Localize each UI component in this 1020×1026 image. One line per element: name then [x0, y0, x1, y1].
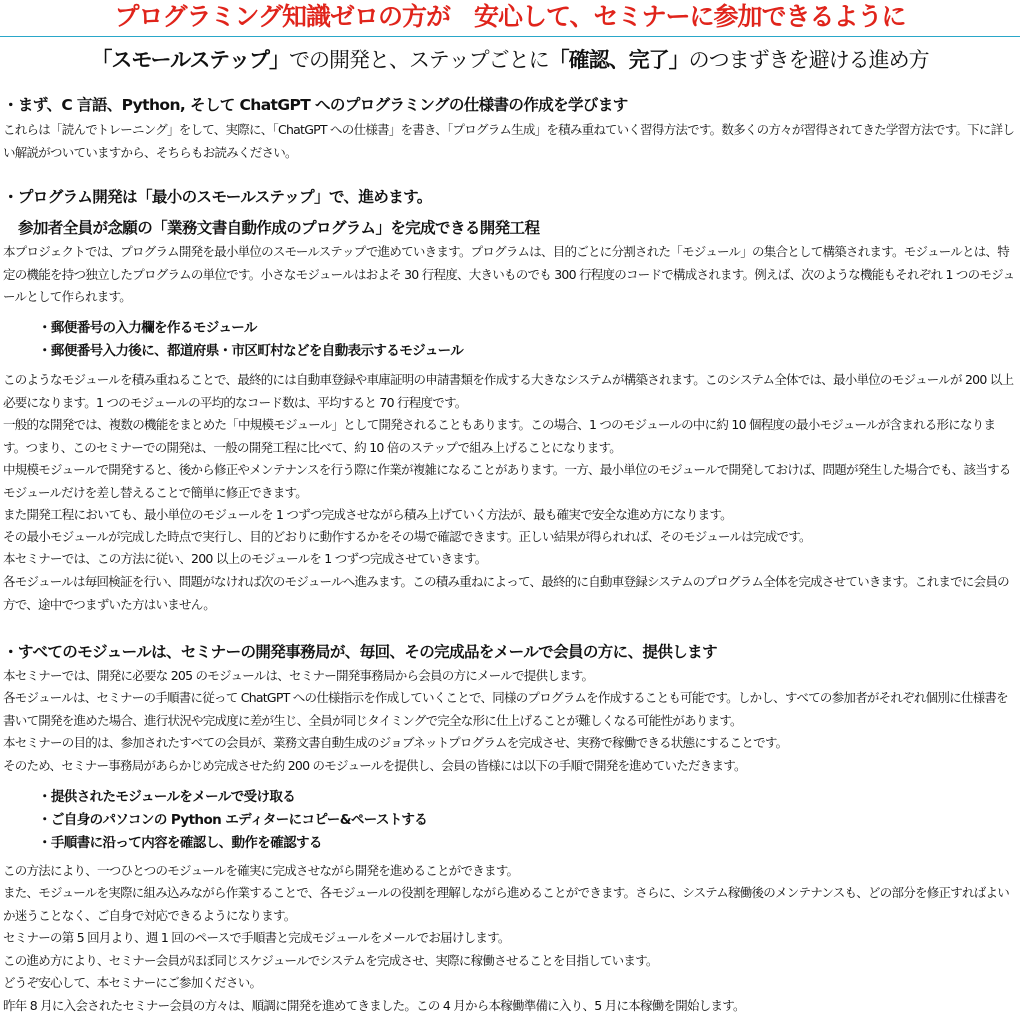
section1-paragraph: これらは「読んでトレーニング」をして、実際に、「ChatGPT への仕様書」を書き、「プログラム生成」を積み重ねていく習得方法です。数多くの方々が習得されてきた学習方法です。下に詳しい解説がついていますから、そちらもお読みください。	[3, 122, 1015, 160]
section2-heading-line1: ・プログラム開発は「最小のスモールステップ」で、進めます。	[3, 188, 432, 206]
section3-paragraph-4: そのため、セミナー事務局があらかじめ完成させた約 200 のモジュールを提供し、会員の皆様には以下の手順で開発を進めていただきます。	[3, 758, 746, 773]
section2-paragraph-8: 各モジュールは毎回検証を行い、問題がなければ次のモジュールへ進みます。この積み重ねによって、最終的に自動車登録システムのプログラム全体を完成させていきます。これまでに会員の方で、途中でつまずいた方はいません。	[3, 574, 1009, 612]
page-title: プログラミング知識ゼロの方が 安心して、セミナーに参加できるように	[114, 2, 906, 31]
section3-bullet-1: ・提供されたモジュールをメールで受け取る	[38, 789, 296, 805]
section2-paragraph-2: このようなモジュールを積み重ねることで、最終的には自動車登録や車庫証明の申請書類を作成する大きなシステムが構築されます。このシステム全体では、最小単位のモジュールが 200 以上必要になります。1 つのモジュールの平均的なコード数は、平均すると 70 行程度です。	[3, 372, 1014, 410]
page-subtitle	[0, 45, 1020, 75]
section3-paragraph-10: 昨年 8 月に入会されたセミナー会員の方々は、順調に開発を進めてきました。この 4 月から本稼働準備に入り、5 月に本稼働を開始します。	[3, 998, 745, 1013]
subtitle-text-2: のつまずきを避ける進め方	[688, 48, 929, 72]
section3-paragraph-1: 本セミナーでは、開発に必要な 205 のモジュールは、セミナー開発事務局から会員の方にメールで提供します。	[3, 668, 594, 683]
section3-paragraph-6: また、モジュールを実際に組み込みながら作業することで、各モジュールの役割を理解しながら進めることができます。さらに、システム稼働後のメンテナンスも、どの部分を修正すればよいか迷うことなく、ご自身で対応できるようになります。	[3, 885, 1010, 923]
section2-paragraph-7: 本セミナーでは、この方法に従い、200 以上のモジュールを 1 つずつ完成させていきます。	[3, 551, 487, 566]
section2-bullet-1: ・郵便番号の入力欄を作るモジュール	[38, 320, 257, 336]
section2-paragraph-5: また開発工程においても、最小単位のモジュールを 1 つずつ完成させながら積み上げていく方法が、最も確実で安全な進め方になります。	[3, 507, 732, 522]
subtitle-quote-small-step: 「スモールステップ」	[91, 48, 290, 72]
section3-heading: ・すべてのモジュールは、セミナーの開発事務局が、毎回、その完成品をメールで会員の方に、提供します	[3, 643, 717, 661]
title-divider	[0, 36, 1020, 37]
section2-paragraph-4: 中規模モジュールで開発すると、後から修正やメンテナンスを行う際に作業が複雑になることがあります。一方、最小単位のモジュールで開発しておけば、問題が発生した場合でも、該当するモジュールだけを差し替えることで簡単に修正できます。	[3, 462, 1011, 500]
section2-heading-line2: 参加者全員が念願の「業務文書自動作成のプログラム」を完成できる開発工程	[18, 219, 540, 237]
section2-paragraph-3: 一般的な開発では、複数の機能をまとめた「中規模モジュール」として開発されることもあります。この場合、1 つのモジュールの中に約 10 個程度の最小モジュールが含まれる形になります。つまり、このセミナーでの開発は、一般の開発工程に比べて、約 10 倍のステップで組み上げることになります。	[3, 417, 996, 455]
section2-bullet-2: ・郵便番号入力後に、都道府県・市区町村などを自動表示するモジュール	[38, 343, 464, 359]
section1-heading: ・まず、C 言語、Python, そして ChatGPT へのプログラミングの仕様書の作成を学びます	[3, 96, 628, 114]
section2-paragraph-6: その最小モジュールが完成した時点で実行し、目的どおりに動作するかをその場で確認できます。正しい結果が得られれば、そのモジュールは完成です。	[3, 529, 811, 544]
subtitle-quote-confirm: 「確認、完了」	[548, 48, 689, 72]
section3-paragraph-7: セミナーの第 5 回月より、週 1 回のペースで手順書と完成モジュールをメールでお届けします。	[3, 930, 510, 945]
section3-paragraph-5: この方法により、一つひとつのモジュールを確実に完成させながら開発を進めることができます。	[3, 863, 519, 878]
section3-bullet-3: ・手順書に沿って内容を確認し、動作を確認する	[38, 835, 322, 851]
subtitle-text-1: での開発と、ステップごとに	[289, 48, 549, 72]
section3-paragraph-8: この進め方により、セミナー会員がほぼ同じスケジュールでシステムを完成させ、実際に稼働させることを目指しています。	[3, 953, 658, 968]
section3-paragraph-3: 本セミナーの目的は、参加されたすべての会員が、業務文書自動生成のジョブネットプログラムを完成させ、実務で稼働できる状態にすることです。	[3, 735, 788, 750]
section3-paragraph-2: 各モジュールは、セミナーの手順書に従って ChatGPT への仕様指示を作成していくことで、同様のプログラムを作成することも可能です。しかし、すべての参加者がそれぞれ個別に仕様書を書いて開発を進めた場合、進行状況や完成度に差が生じ、全員が同じタイミングで完全な形に仕上げることが難しくなる可能性があります。	[3, 690, 1008, 728]
section2-paragraph-1: 本プロジェクトでは、プログラム開発を最小単位のスモールステップで進めていきます。プログラムは、目的ごとに分割された「モジュール」の集合として構築されます。モジュールとは、特定の機能を持つ独立したプログラムの単位です。小さなモジュールはおよそ 30 行程度、大きいものでも 300 行程度のコードで構成されます。例えば、次のような機能もそれぞれ 1 つのモジュールとして作られます。	[3, 244, 1015, 304]
section3-paragraph-9: どうぞ安心して、本セミナーにご参加ください。	[3, 975, 262, 990]
section3-bullet-2: ・ご自身のパソコンの Python エディターにコピー&ペーストする	[38, 812, 428, 828]
